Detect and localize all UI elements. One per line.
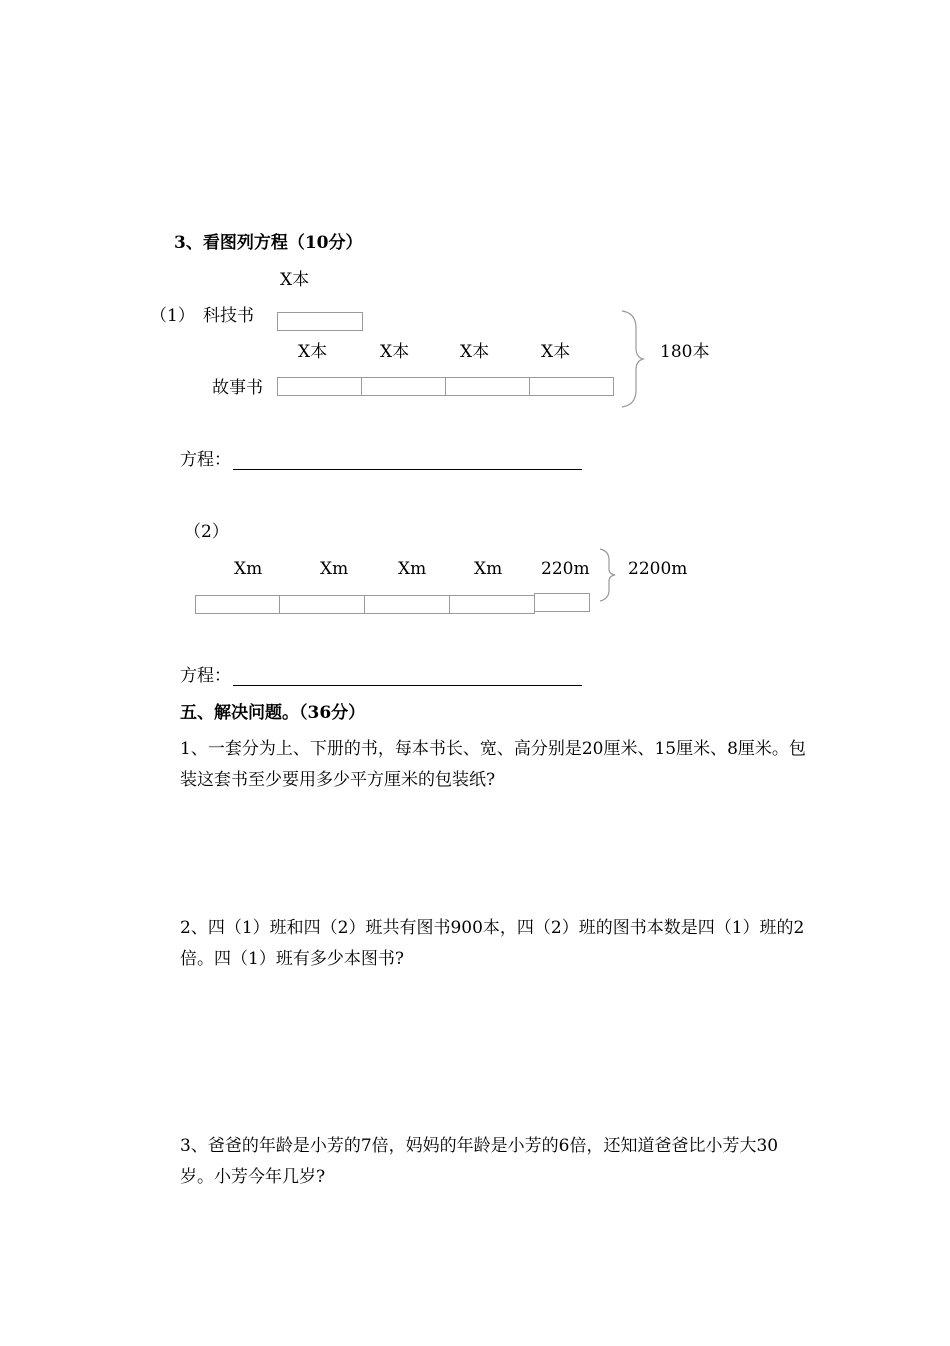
p2-total: 2200m xyxy=(628,559,688,579)
p2-seg-label-1: Xm xyxy=(234,559,263,579)
question-3: 3、爸爸的年龄是小芳的7倍，妈妈的年龄是小芳的6倍，还知道爸爸比小芳大30岁。小芳今年几岁? xyxy=(180,1136,779,1187)
p2-segment-2 xyxy=(279,595,365,614)
p1-seg-label-3: X本 xyxy=(460,342,490,362)
section3-title: 3、看图列方程（10分） xyxy=(174,233,363,253)
p1-seg-label-1: X本 xyxy=(298,342,328,362)
p1-seg-label-2: X本 xyxy=(380,342,410,362)
p2-equation-label: 方程： xyxy=(180,666,231,686)
p1-equation-label: 方程： xyxy=(180,450,231,470)
question-2: 2、四（1）班和四（2）班共有图书900本，四（2）班的图书本数是四（1）班的2倍。四（1）班有多少本图书? xyxy=(180,918,805,969)
p2-seg-label-4: Xm xyxy=(474,559,503,579)
p2-segment-4 xyxy=(449,595,535,614)
p1-row1-label: 科技书 xyxy=(203,306,254,326)
p1-total: 180本 xyxy=(660,342,710,362)
p2-segment-5 xyxy=(534,593,590,612)
p2-segment-1 xyxy=(195,595,280,614)
p1-row2-segment-2 xyxy=(361,377,446,396)
p2-seg-label-2: Xm xyxy=(320,559,349,579)
p1-seg-label-4: X本 xyxy=(541,342,571,362)
p1-brace xyxy=(620,310,644,408)
p1-row1-segment xyxy=(277,312,363,331)
section5-title: 五、解决问题。（36分） xyxy=(180,703,366,723)
p1-row2-segment-4 xyxy=(529,377,614,396)
p1-row2-label: 故事书 xyxy=(212,378,263,398)
p2-brace xyxy=(598,548,618,602)
p1-top-label: X本 xyxy=(280,270,310,290)
p1-equation-line[interactable] xyxy=(233,469,582,470)
p2-segment-3 xyxy=(364,595,450,614)
p2-seg-label-3: Xm xyxy=(398,559,427,579)
p2-equation-line[interactable] xyxy=(233,685,582,686)
p1-row2-segment-3 xyxy=(445,377,530,396)
p2-number: （2） xyxy=(184,522,229,542)
p2-seg-label-5: 220m xyxy=(541,559,590,579)
question-1: 1、一套分为上、下册的书，每本书长、宽、高分别是20厘米、15厘米、8厘米。包装这套书至少要用多少平方厘米的包装纸? xyxy=(180,739,806,790)
p1-number: （1） xyxy=(150,306,195,326)
p1-row2-segment-1 xyxy=(277,377,362,396)
